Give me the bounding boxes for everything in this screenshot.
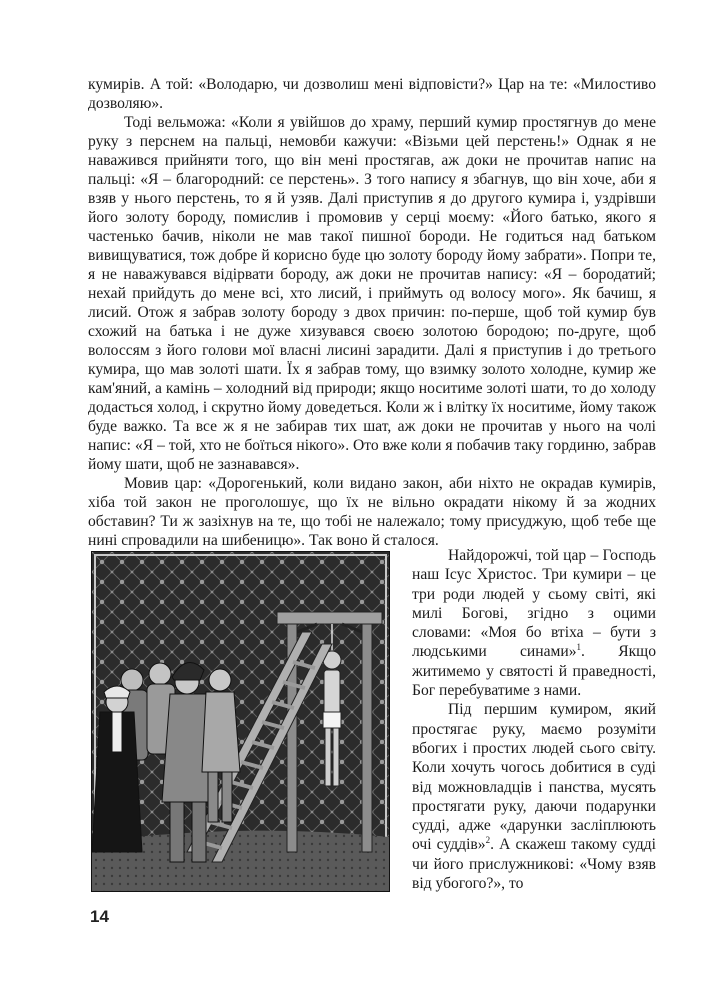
text-run: Під першим кумиром, який простягає руку, маємо розуміти вбогих і простих людей сього світу. Коли хочуть чогось добитися в суді від можновладців і панства, мусять простягати руку, даючи подарунки судді, адже «дарунки засліплюють очі суддів» xyxy=(412,701,656,854)
paragraph xyxy=(412,700,656,893)
page-number: 14 xyxy=(90,907,109,926)
text-run: . Якщо житимемо у святості й праведності, Бог перебуватиме з нами. xyxy=(412,643,656,700)
medieval-illustration-hanging-scene xyxy=(91,551,390,892)
footnote-marker: 1 xyxy=(576,642,582,653)
side-text-block xyxy=(412,546,656,893)
paragraph: Мовив цар: «Дорогенький, коли видано закон, аби ніхто не окрадав кумирів, хіба той закон не проголошує, що їх не вільно окрадати нікому й за жодних обставин? Ти ж зазіхнув на те, що тобі не належало; тому присуджую, щоб тебе ще нині спровадили на шибеницю». Так воно й сталося. xyxy=(88,475,656,549)
paragraph: кумирів. А той: «Володарю, чи дозволиш мені відповісти?» Цар на те: «Милостиво дозволяю». xyxy=(88,76,656,112)
illustration-image xyxy=(92,552,389,891)
paragraph: Тоді вельможа: «Коли я увійшов до храму, перший кумир простягнув до мене руку з перснем на пальці, немовби кажучи: «Візьми цей перстень!» Однак я не наважився прийняти того, що він мені простягав, аж доки не прочитав напис на пальці: «Я – благородний: се перстень». З того напису я збагнув, що він хоче, аби я взяв у нього перстень, то я й узяв. Далі приступив я до другого кумира і, уздрівши його золоту бороду, помислив і промовив у серці моєму: «Його батько, якого я частенько бачив, ніколи не мав такої пишної бороди. Не годиться над батьком вивищуватися, тож добре й корисно буде цю золоту бороду йому забрати». Попри те, я не наважувався відірвати бороду, аж доки не прочитав напису: «Я – бородатий; нехай прийдуть до мене всі, хто лисий, і приймуть од волосу мого». Як бачиш, я лисий. Отож я забрав золоту бороду з двох причин: по-перше, щоб той кумир був схожий на батька і не дуже хизувався своєю золотою бородою; по-друге, щоб волоссям з його голови мої власні лисині зарадити. Далі я приступив і до третього кумира, що мав золоті шати. Їх я забрав тому, що взимку золото холодне, кумир же кам'яний, а камінь – холодний від природи; якщо носитиме золоті шати, то до холоду додасться холод, і скрутно йому доведеться. Коли ж і влітку їх носитиме, йому також буде важко. Та все ж я не забирав тих шат, аж доки не прочитав у нього на чолі напис: «Я – той, хто не боїться нікого». Ото вже коли я побачив таку гординю, забрав йому шати, щоб не зазнавався». xyxy=(88,114,656,473)
text-run: . А скажеш такому судді чи його прислужникові: «Чому взяв від убогого?», то xyxy=(412,836,656,893)
footnote-marker: 2 xyxy=(485,835,491,846)
main-text-block xyxy=(88,75,656,550)
paragraph xyxy=(412,546,656,700)
text-run: Найдорожчі, той цар – Господь наш Ісус Христос. Три кумири – це три роди людей у сьому світі, які милі Богові, згідно з оцими словами: «Моя бо втіха – бути з людськими синами» xyxy=(412,547,656,661)
